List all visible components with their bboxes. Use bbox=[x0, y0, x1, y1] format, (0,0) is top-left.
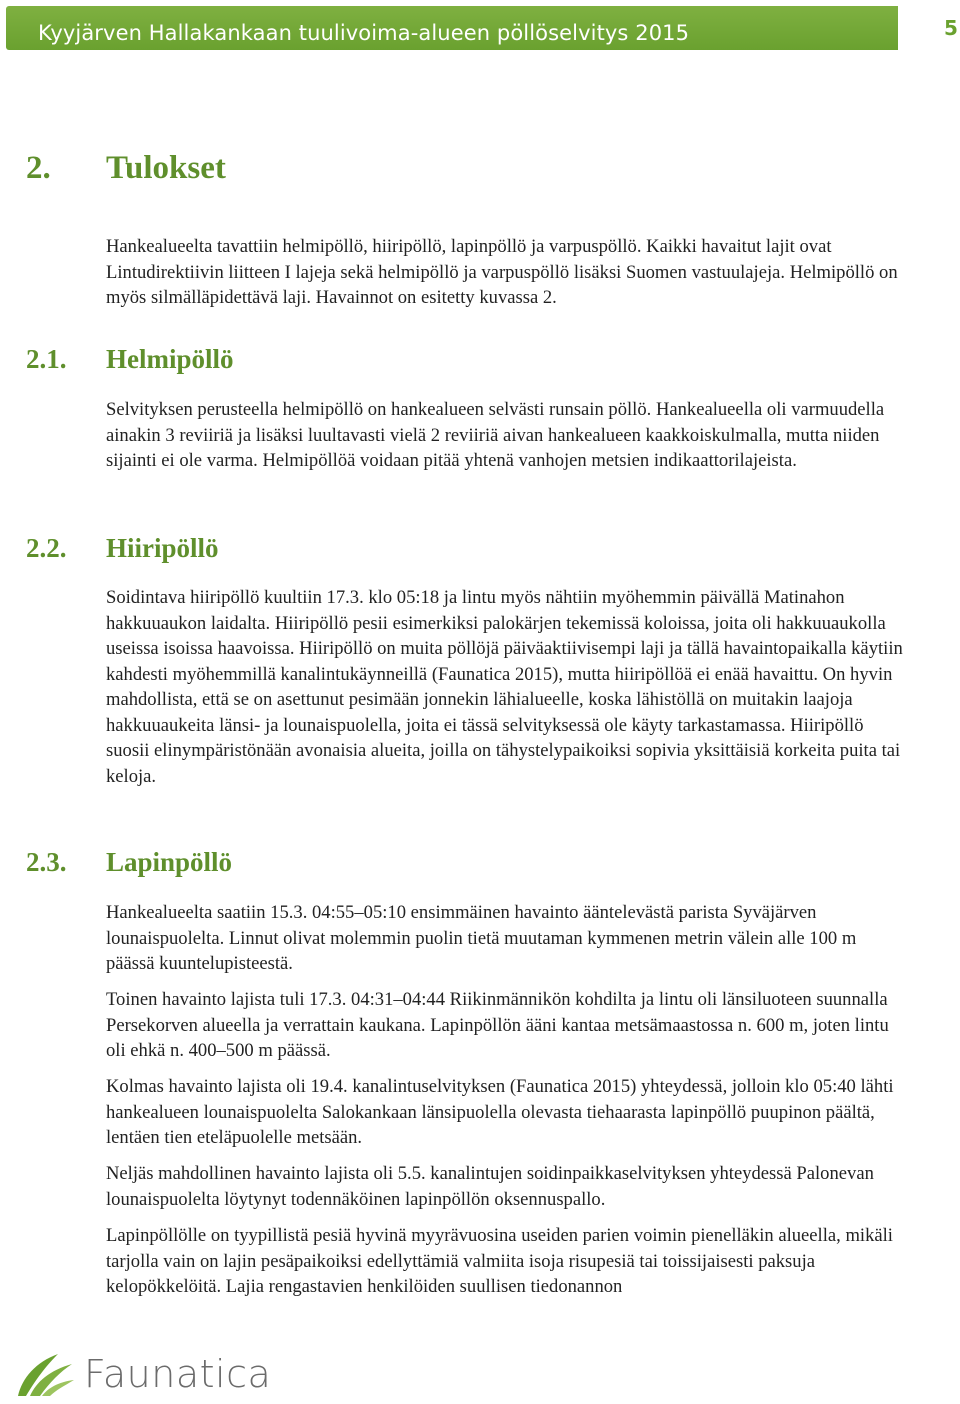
footer-brand: Faunatica bbox=[84, 1352, 272, 1396]
paragraph: Toinen havainto lajista tuli 17.3. 04:31–04:44 Riikinmännikön kohdilta ja lintu oli länsiluoteen suunnalla Persekorven alueella ja verrattain kaukana. Lapinpöllön ääni kantaa metsämaastossa n. 600 m, joten lintu oli ehkä n. 400–500 m päässä. bbox=[106, 989, 889, 1061]
subsection-heading-helmipollo bbox=[26, 344, 234, 375]
section-number: 2. bbox=[26, 150, 51, 186]
paragraph: Selvityksen perusteella helmipöllö on hankealueen selvästi runsain pöllö. Hankealueella oli varmuudella ainakin 3 reviiriä ja lisäksi luultavasti vielä 2 reviiriä aivan hankealueen kaakkoiskulmalla, mutta niiden sijainti ei ole varma. Helmipöllöä voidaan pitää yhtenä vanhojen metsien indikaattorilajeista. bbox=[106, 399, 885, 471]
section-heading bbox=[26, 150, 226, 187]
paragraph: Hankealueelta saatiin 15.3. 04:55–05:10 ensimmäinen havainto ääntelevästä parista Syväjärven lounaispuolelta. Linnut olivat molemmin puolin tietä muutaman kymmenen metrin välein alle 100 m päässä kuuntelupisteestä. bbox=[106, 902, 857, 974]
paragraph: Neljäs mahdollinen havainto lajista oli 5.5. kanalintujen soidinpaikkaselvityksen yhteydessä Palonevan lounaispuolelta löytynyt todennäköinen lapinpöllön oksennuspallo. bbox=[106, 1163, 874, 1210]
subsection-title: Hiiripöllö bbox=[106, 533, 219, 563]
header-bar bbox=[6, 6, 898, 50]
leaf-logo-icon bbox=[14, 1350, 76, 1400]
document-title: Kyyjärven Hallakankaan tuulivoima-alueen pöllöselvitys 2015 bbox=[38, 21, 690, 45]
subsection-heading-lapinpollo bbox=[26, 847, 232, 878]
section-intro: Hankealueelta tavattiin helmipöllö, hiiripöllö, lapinpöllö ja varpuspöllö. Kaikki havaitut lajit ovat Lintudirektiivin liitteen I lajeja sekä helmipöllö ja varpuspöllö lisäksi Suomen vastuulajeja. Helmipöllö on myös silmälläpidettävä laji. Havainnot on esitetty kuvassa 2. bbox=[106, 236, 898, 308]
paragraph: Kolmas havainto lajista oli 19.4. kanalintuselvityksen (Faunatica 2015) yhteydessä, jolloin klo 05:40 lähti hankealueen lounaispuolelta Salokankaan länsipuolella olevasta tiehaarasta lapinpöllö puupinon päältä, lentäen tien eteläpuolelle metsään. bbox=[106, 1076, 894, 1148]
subsection-number: 2.2. bbox=[26, 533, 67, 563]
paragraph: Lapinpöllölle on tyypillistä pesiä hyvinä myyrävuosina useiden parien voimin pienelläkin alueella, mikäli tarjolla vain on lajin pesäpaikoiksi edellyttämiä valmiita isoja risupesiä tai toissijaisesti paksuja kelopökkelöitä. Lajia rengastavien henkilöiden suullisen tiedonannon bbox=[106, 1225, 893, 1297]
subsection-title: Lapinpöllö bbox=[106, 847, 233, 877]
subsection-number: 2.3. bbox=[26, 847, 67, 877]
paragraph: Soidintava hiiripöllö kuultiin 17.3. klo 05:18 ja lintu myös nähtiin myöhemmin päivällä Matinahon hakkuuaukon laidalta. Hiiripöllö pesii esimerkiksi palokärjen tekemissä koloissa, joita oli hakkuuaukolla useissa isoissa haavoissa. Hiiripöllö on muita pöllöjä päiväaktiivisempi laji ja tällä havaintopaikalla käytiin kahdesti myöhemmillä kanalintukäynneillä (Faunatica 2015), mutta hiiripöllöä ei enää havaittu. On hyvin mahdollista, että se on asettunut pesimään jonnekin lähialueelle, koska lähistöllä on muitakin laajoja hakkuuaukeita länsi- ja lounaispuolella, joita ei tässä selvityksessä ole käyty tarkastamassa. Hiiripöllö suosii elinympäristönään avonaisia alueita, joilla on tähystelypaikoiksi sopivia yksittäisiä korkeita puita tai keloja. bbox=[106, 587, 903, 787]
subsection-number: 2.1. bbox=[26, 344, 67, 374]
subsection-title: Helmipöllö bbox=[106, 344, 234, 374]
subsection-heading-hiiripollo bbox=[26, 533, 219, 564]
page-number: 5 bbox=[944, 16, 958, 40]
section-title: Tulokset bbox=[106, 150, 226, 186]
